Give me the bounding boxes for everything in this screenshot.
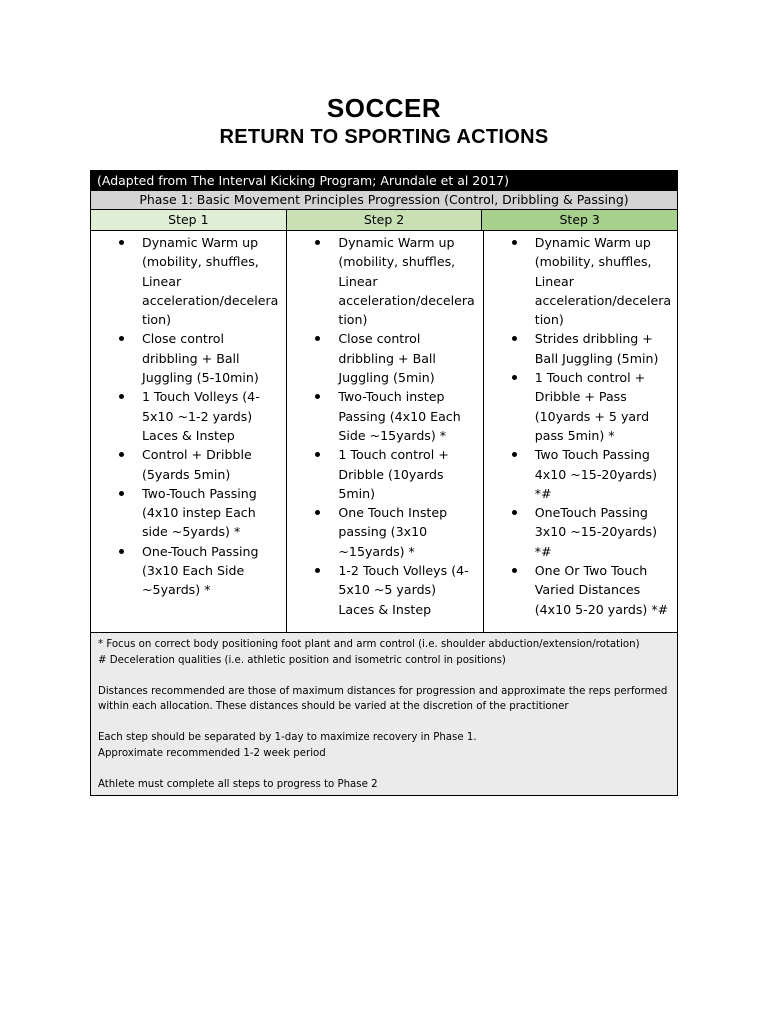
notes-section [91,633,677,795]
step-2-column [286,231,482,632]
list-item: 1 Touch control + Dribble (10yards 5min) [313,445,474,503]
page-title: SOCCER [326,93,442,123]
step-2-header: Step 2 [286,210,482,230]
list-item: 1-2 Touch Volleys (4-5x10 ~5 yards) Laces & Instep [313,561,474,619]
list-item: OneTouch Passing 3x10 ~15-20yards) *# [510,503,671,561]
list-item: 1 Touch Volleys (4-5x10 ~1-2 yards) Laces & Instep [117,387,278,445]
page-subtitle: RETURN TO SPORTING ACTIONS [219,126,549,148]
list-item: One Or Two Touch Varied Distances (4x10 5-20 yards) *# [510,561,671,619]
note-period: Approximate recommended 1-2 week period [98,747,326,759]
step-1-list [117,233,278,600]
list-item: One Touch Instep passing (3x10 ~15yards) * [313,503,474,561]
list-item: Two-Touch instep Passing (4x10 Each Side ~15yards) * [313,387,474,445]
list-item: Control + Dribble (5yards 5min) [117,445,278,484]
note-focus: * Focus on correct body positioning foot plant and arm control (i.e. shoulder abduction/extension/rotation) [98,639,640,650]
program-table [90,170,678,796]
list-item: Close control dribbling + Ball Juggling (5-10min) [117,329,278,387]
list-item: 1 Touch control + Dribble + Pass (10yards + 5 yard pass 5min) * [510,368,671,445]
list-item: Strides dribbling + Ball Juggling (5min) [510,329,671,368]
list-item: Two Touch Passing 4x10 ~15-20yards) *# [510,445,671,503]
source-citation: (Adapted from The Interval Kicking Program; Arundale et al 2017) [91,171,677,191]
list-item: One-Touch Passing (3x10 Each Side ~5yards) * [117,542,278,600]
list-item: Dynamic Warm up (mobility, shuffles, Linear acceleration/decelera tion) [313,233,474,329]
step-header-row [91,210,677,231]
step-2-list [313,233,474,619]
step-3-header: Step 3 [481,210,677,230]
step-1-header: Step 1 [91,210,286,230]
list-item: Two-Touch Passing (4x10 instep Each side ~5yards) * [117,484,278,542]
step-3-column [483,231,679,632]
note-distances: Distances recommended are those of maximum distances for progression and approximate the reps performed within each allocation. These distances should be varied at the discretion of the practitioner [98,685,668,713]
step-body-row [91,231,677,633]
note-deceleration: # Deceleration qualities (i.e. athletic position and isometric control in positions) [98,654,506,666]
step-1-column [91,231,286,632]
list-item: Dynamic Warm up (mobility, shuffles, Linear acceleration/decelera tion) [117,233,278,329]
step-3-list [510,233,671,619]
note-progression: Athlete must complete all steps to progress to Phase 2 [98,778,378,790]
list-item: Dynamic Warm up (mobility, shuffles, Linear acceleration/decelera tion) [510,233,671,329]
note-separation: Each step should be separated by 1-day to maximize recovery in Phase 1. [98,732,477,744]
list-item: Close control dribbling + Ball Juggling (5min) [313,329,474,387]
phase-heading: Phase 1: Basic Movement Principles Progression (Control, Dribbling & Passing) [91,191,677,210]
